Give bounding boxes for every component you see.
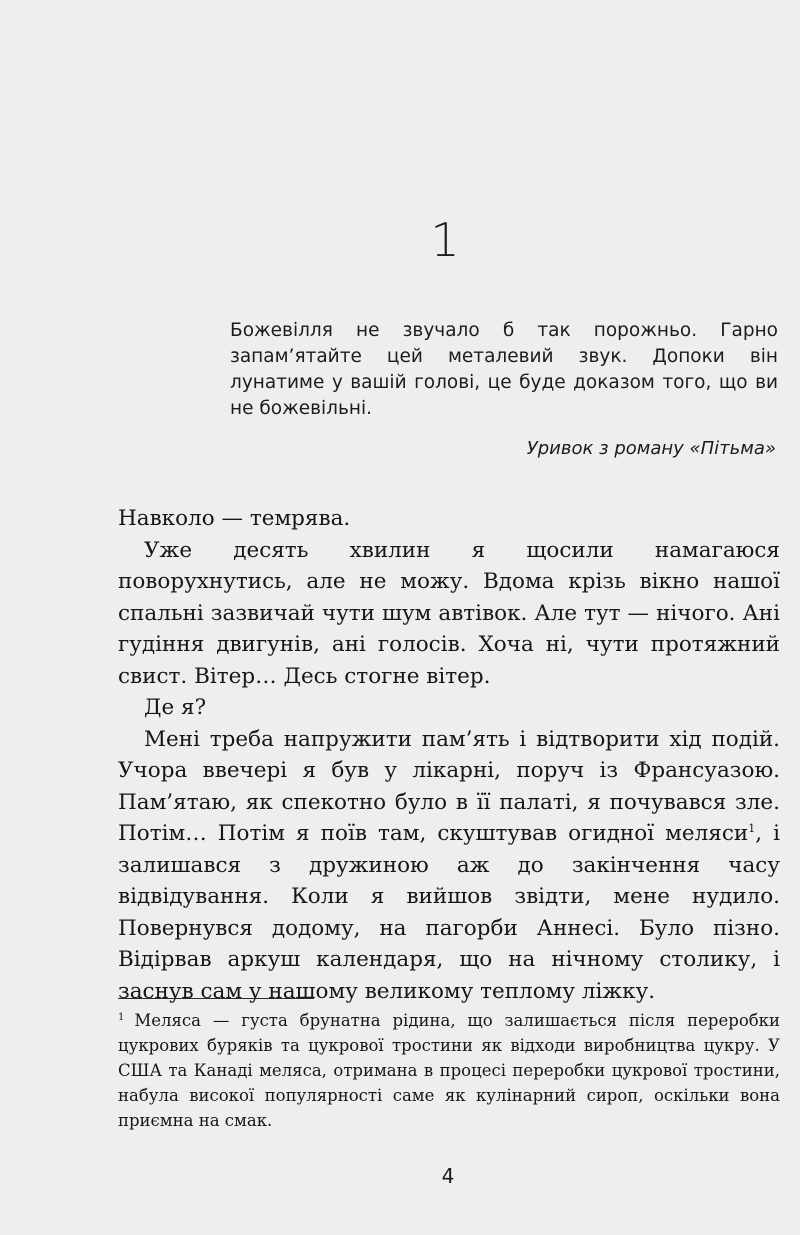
- footnote-divider: [118, 998, 314, 999]
- footnote-paragraph: [118, 1008, 780, 1133]
- footnote: [118, 1008, 780, 1133]
- body-paragraph-4-part-2: , і залишався з дружиною аж до закінчення часу відвідування. Коли я вийшов звідти, мене нудило. Повернувся додому, на пагорби Аннесі. Було пізно. Відірвав аркуш календаря, що на нічному столику, і заснув сам у нашому великому теплому ліжку.: [118, 821, 780, 1004]
- epigraph-text: Божевілля не звучало б так порожньо. Гарно запам’ятайте цей металевий звук. Допоки він лунатиме у вашій голові, це буде доказом того, що ви не божевільні.: [230, 320, 778, 419]
- page-number: 4: [441, 1164, 455, 1188]
- body-text: [118, 503, 780, 1007]
- footnote-text: Меляса — густа брунатна рідина, що залишається після переробки цукрових буряків та цукрової тростини як відходи виробництва цукру. У США та Канаді меляса, отримана в процесі переробки цукрової тростини, набула високої популярності саме як кулінарний сироп, оскільки вона приємна на смак.: [118, 1011, 780, 1130]
- footnote-reference: 1: [748, 821, 756, 835]
- epigraph: [230, 318, 778, 422]
- epigraph-source: Уривок з роману «Пітьма»: [526, 438, 776, 459]
- chapter-number: 1: [430, 213, 460, 267]
- footnote-mark: 1: [118, 1011, 125, 1023]
- body-paragraph-4-part-1: Мені треба напружити пам’ять і відтворити хід подій. Учора ввечері я був у лікарні, поруч із Франсуазою. Пам’ятаю, як спекотно було в її палаті, я почувався зле. Потім… Потім я поїв там, скуштував огидної меляси: [118, 726, 780, 846]
- body-paragraph-2: Уже десять хвилин я щосили намагаюся поворухнутись, але не можу. Вдома крізь вікно нашої спальні зазвичай чути шум автівок. Але тут — нічого. Ані гудіння двигунів, ані голосів. Хоча ні, чути протяжний свист. Вітер… Десь стогне вітер.: [118, 537, 780, 689]
- body-paragraph-1: Навколо — темрява.: [118, 506, 351, 531]
- body-paragraph-3: Де я?: [144, 695, 207, 720]
- body-paragraph-4: [118, 724, 780, 1008]
